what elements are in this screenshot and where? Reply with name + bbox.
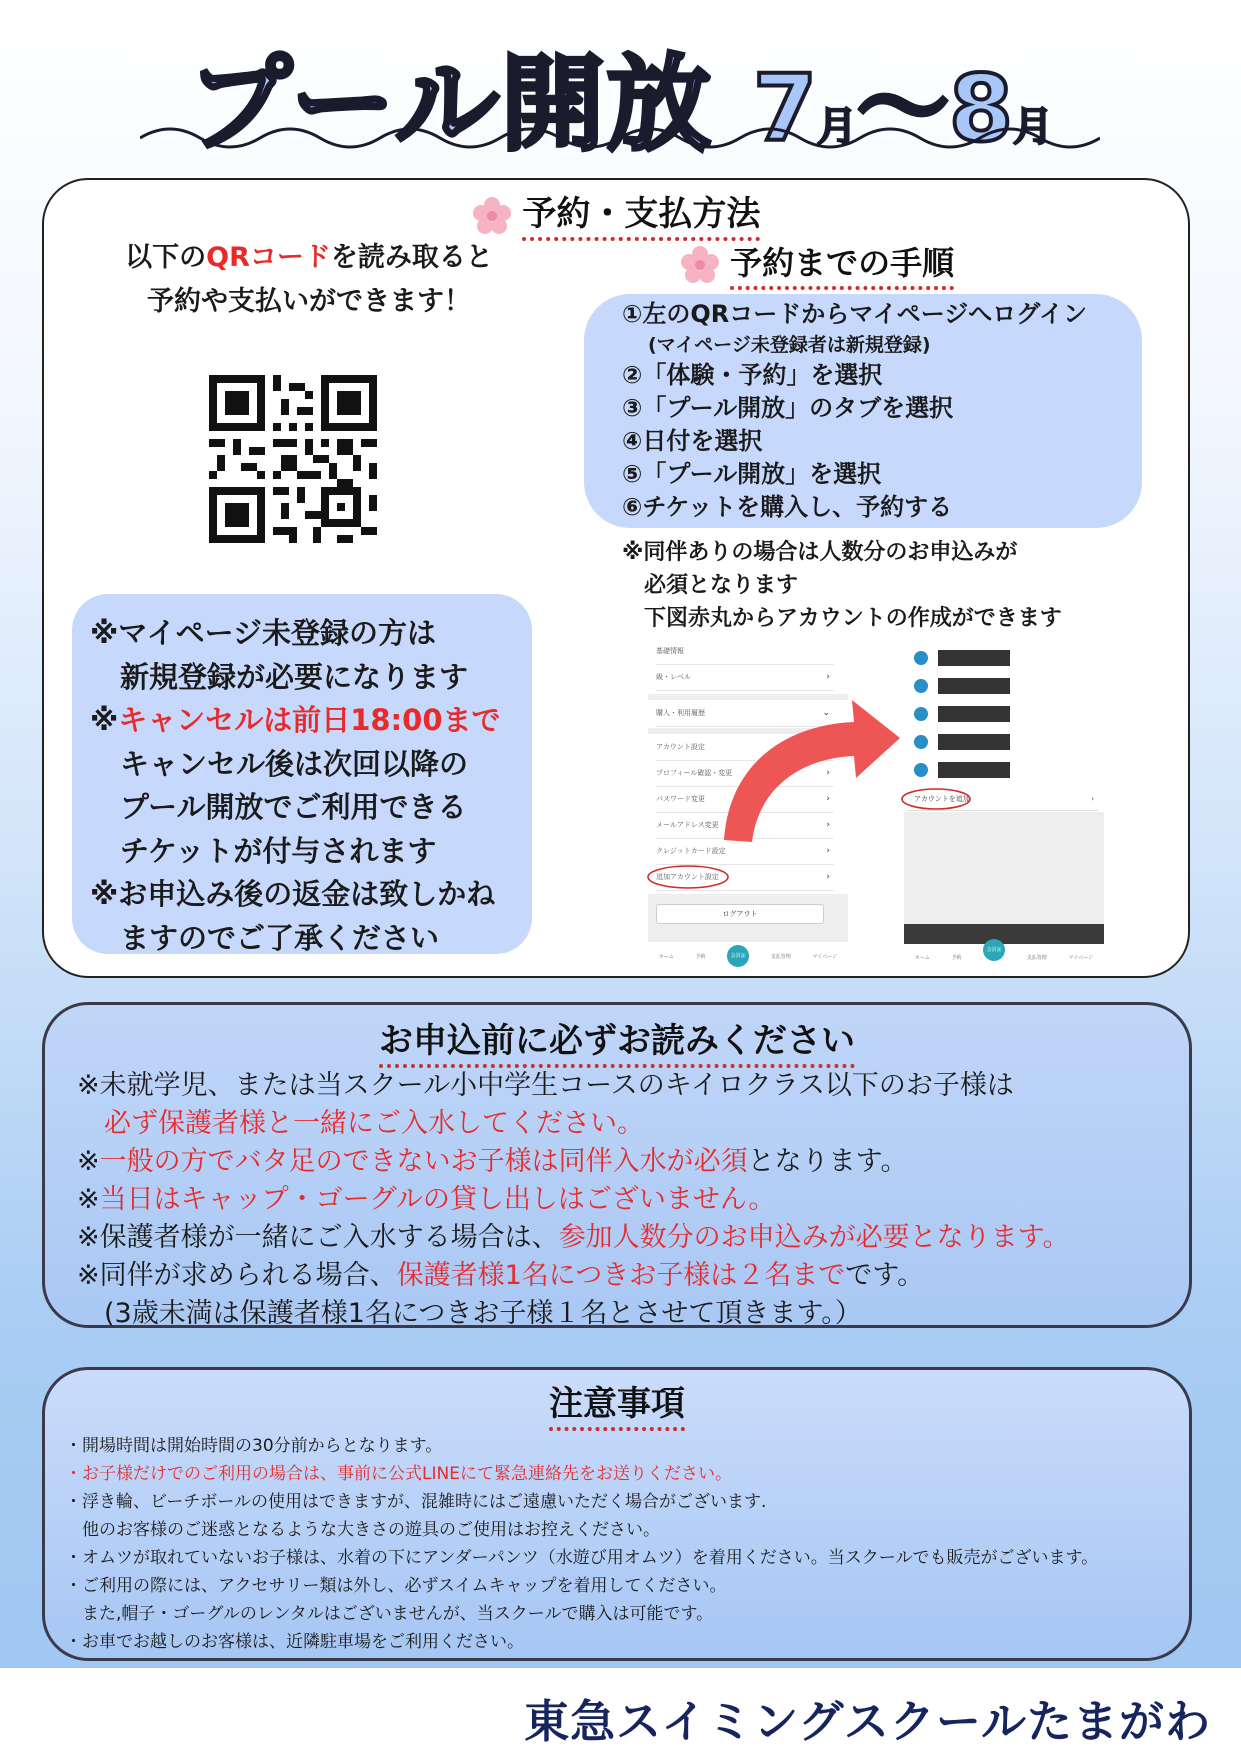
note-line: ※マイページ未登録の方は bbox=[90, 616, 437, 650]
add-account-row[interactable]: アカウントを追加 › bbox=[908, 788, 1098, 811]
menu-row: アカウント設定 bbox=[656, 734, 834, 761]
title-month-unit-1: 月 bbox=[816, 104, 857, 150]
caution-line: ・オムツが取れていないお子様は、水着の下にアンダーパンツ（水遊び用オムツ）を着用ください。当スクールでも販売がございます。 bbox=[65, 1548, 1099, 1568]
flower-icon bbox=[680, 245, 720, 285]
notice-line bbox=[77, 1295, 1069, 1333]
step-note: (マイページ未登録者は新規登録) bbox=[648, 334, 931, 356]
person-icon bbox=[914, 707, 928, 721]
cautions-panel bbox=[42, 1367, 1192, 1661]
title-month-end: 8 bbox=[949, 55, 1014, 162]
steps-list bbox=[622, 298, 1087, 524]
nav-home[interactable]: ホーム bbox=[914, 954, 930, 961]
red-circle-highlight bbox=[644, 862, 734, 892]
menu-row: クレジットカード設定 › bbox=[656, 838, 834, 865]
school-name: 東急スイミングスクールたまがわ bbox=[524, 1695, 1211, 1748]
person-icon bbox=[914, 763, 928, 777]
notice-text: (3歳未満は保護者様1名につきお子様１名とさせて頂きます。） bbox=[77, 1298, 862, 1329]
account-list bbox=[914, 644, 1010, 784]
read-first-title: お申込前に必ずお読みください bbox=[45, 1013, 1189, 1068]
wave-decoration bbox=[140, 118, 1100, 158]
caution-line: ・浮き輪、ビーチボールの使用はできますが、混雑時にはご遠慮いただく場合がございます. bbox=[65, 1492, 767, 1512]
menu-row: メールアドレス変更 › bbox=[656, 812, 834, 839]
nav-home[interactable]: ホーム bbox=[658, 953, 674, 960]
nav-mypage[interactable]: マイページ bbox=[1068, 954, 1094, 961]
notice-text: ※同伴が求められる場合、 bbox=[77, 1260, 397, 1291]
red-arrow-icon bbox=[704, 670, 904, 850]
cautions-title: 注意事項 bbox=[45, 1376, 1189, 1431]
steps-title: 予約までの手順 bbox=[680, 238, 954, 290]
menu-row: パスワード変更 › bbox=[656, 786, 834, 813]
title-tilde: 〜 bbox=[856, 55, 949, 162]
nav-payment[interactable]: 支払管理 bbox=[770, 953, 791, 960]
note-line: ※お申込み後の返金は致しかね bbox=[90, 877, 496, 911]
notice-text: です。 bbox=[845, 1260, 925, 1291]
step-item: ⑥チケットを購入し、予約する bbox=[622, 493, 953, 521]
reservation-panel bbox=[42, 178, 1190, 978]
phone-screenshot-accounts bbox=[904, 636, 1104, 970]
step-item: ④日付を選択 bbox=[622, 427, 763, 455]
step-item: ③「プール開放」のタブを選択 bbox=[622, 394, 954, 422]
notice-line bbox=[77, 1181, 1069, 1219]
notice-line bbox=[77, 1219, 1069, 1257]
registration-notes-box bbox=[72, 594, 532, 954]
person-icon bbox=[914, 651, 928, 665]
notice-text: 参加人数分のお申込みが必要となります。 bbox=[558, 1222, 1070, 1253]
read-first-panel bbox=[42, 1002, 1192, 1328]
note-line-cancel: ※キャンセルは前日18:00まで bbox=[90, 703, 501, 737]
note-line: 新規登録が必要になります bbox=[120, 659, 469, 694]
menu-row: 基礎情報 bbox=[656, 638, 834, 665]
title-main: プール開放 bbox=[187, 43, 713, 165]
person-icon bbox=[914, 679, 928, 693]
red-circle-highlight bbox=[898, 786, 978, 812]
menu-row: 購入・利用履歴 ⌄ bbox=[656, 700, 834, 727]
notice-text: となります。 bbox=[747, 1146, 908, 1177]
menu-row-add-account[interactable]: 追加アカウント設定 › bbox=[656, 864, 834, 891]
notice-line bbox=[77, 1067, 1069, 1105]
caution-line: 他のお客様のご迷惑となるような大きさの遊具のご使用はお控えください。 bbox=[65, 1520, 660, 1540]
title-month-start: 7 bbox=[752, 55, 817, 162]
notice-text: ※保護者様が一緒にご入水する場合は、 bbox=[77, 1222, 559, 1253]
nav-payment[interactable]: 支払管理 bbox=[1026, 954, 1047, 961]
step-item: ①左のQRコードからマイページへログイン bbox=[622, 300, 1088, 328]
caution-line: ・ご利用の際には、アクセサリー類は外し、必ずスイムキャップを着用してください。 bbox=[65, 1576, 727, 1596]
cautions-lines bbox=[65, 1432, 1098, 1656]
notice-line bbox=[77, 1257, 1069, 1295]
menu-row: 級・レベル › bbox=[656, 664, 834, 691]
bottom-nav bbox=[904, 944, 1104, 970]
caution-line: ・お車でお越しのお客様は、近隣駐車場をご利用ください。 bbox=[65, 1632, 524, 1652]
notice-line bbox=[77, 1143, 1069, 1181]
qr-code[interactable] bbox=[209, 375, 377, 543]
notice-text bbox=[77, 1108, 104, 1139]
notice-line bbox=[77, 1105, 1069, 1143]
notice-text: 保護者様1名につきお子様は２名まで bbox=[396, 1260, 846, 1291]
logout-button[interactable]: ログアウト bbox=[656, 904, 824, 924]
caution-line: ・お子様だけでのご利用の場合は、事前に公式LINEにて緊急連絡先をお送りください。 bbox=[65, 1464, 732, 1484]
qr-instructions: 以下のQRコードを読み取ると 予約や支払いができます！ bbox=[125, 242, 493, 317]
notice-text: ※ bbox=[77, 1184, 100, 1215]
note-line: プール開放でご利用できる bbox=[120, 790, 467, 824]
menu-row: プロフィール確認・変更 › bbox=[656, 760, 834, 787]
nav-member-card[interactable]: 会員証 bbox=[727, 945, 749, 967]
note-line: キャンセル後は次回以降の bbox=[120, 746, 469, 781]
nav-member-card[interactable]: 会員証 bbox=[983, 939, 1005, 961]
step-item: ⑤「プール開放」を選択 bbox=[622, 460, 882, 488]
nav-mypage[interactable]: マイページ bbox=[812, 953, 838, 960]
nav-reserve[interactable]: 予約 bbox=[951, 954, 962, 961]
bottom-nav bbox=[648, 942, 848, 970]
person-icon bbox=[914, 735, 928, 749]
notice-text: ※ bbox=[77, 1146, 100, 1177]
title-month-unit-2: 月 bbox=[1013, 104, 1054, 150]
note-line: ますのでご了承ください bbox=[120, 920, 440, 955]
note-line: チケットが付与されます bbox=[120, 833, 437, 868]
reservation-title: 予約・支払方法 bbox=[44, 186, 1188, 241]
nav-reserve[interactable]: 予約 bbox=[695, 953, 706, 960]
notice-text: 一般の方でバタ足のできないお子様は同伴入水が必須 bbox=[99, 1146, 748, 1177]
notice-text: ※未就学児、または当スクール小中学生コースのキイロクラス以下のお子様は bbox=[77, 1070, 1014, 1101]
step-item: ②「体験・予約」を選択 bbox=[622, 361, 883, 389]
read-first-lines bbox=[77, 1067, 1069, 1333]
caution-line: ・開場時間は開始時間の30分前からとなります。 bbox=[65, 1436, 443, 1456]
caution-line: また,帽子・ゴーグルのレンタルはございませんが、当スクールで購入は可能です。 bbox=[65, 1604, 714, 1624]
notice-text: 必ず保護者様と一緒にご入水してください。 bbox=[104, 1108, 644, 1139]
flower-icon bbox=[472, 196, 512, 236]
companion-note: ※同伴ありの場合は人数分のお申込みが 必須となります 下図赤丸からアカウントの作成ができます bbox=[622, 540, 1062, 631]
notice-text: 当日はキャップ・ゴーグルの貸し出しはございません。 bbox=[99, 1184, 776, 1215]
